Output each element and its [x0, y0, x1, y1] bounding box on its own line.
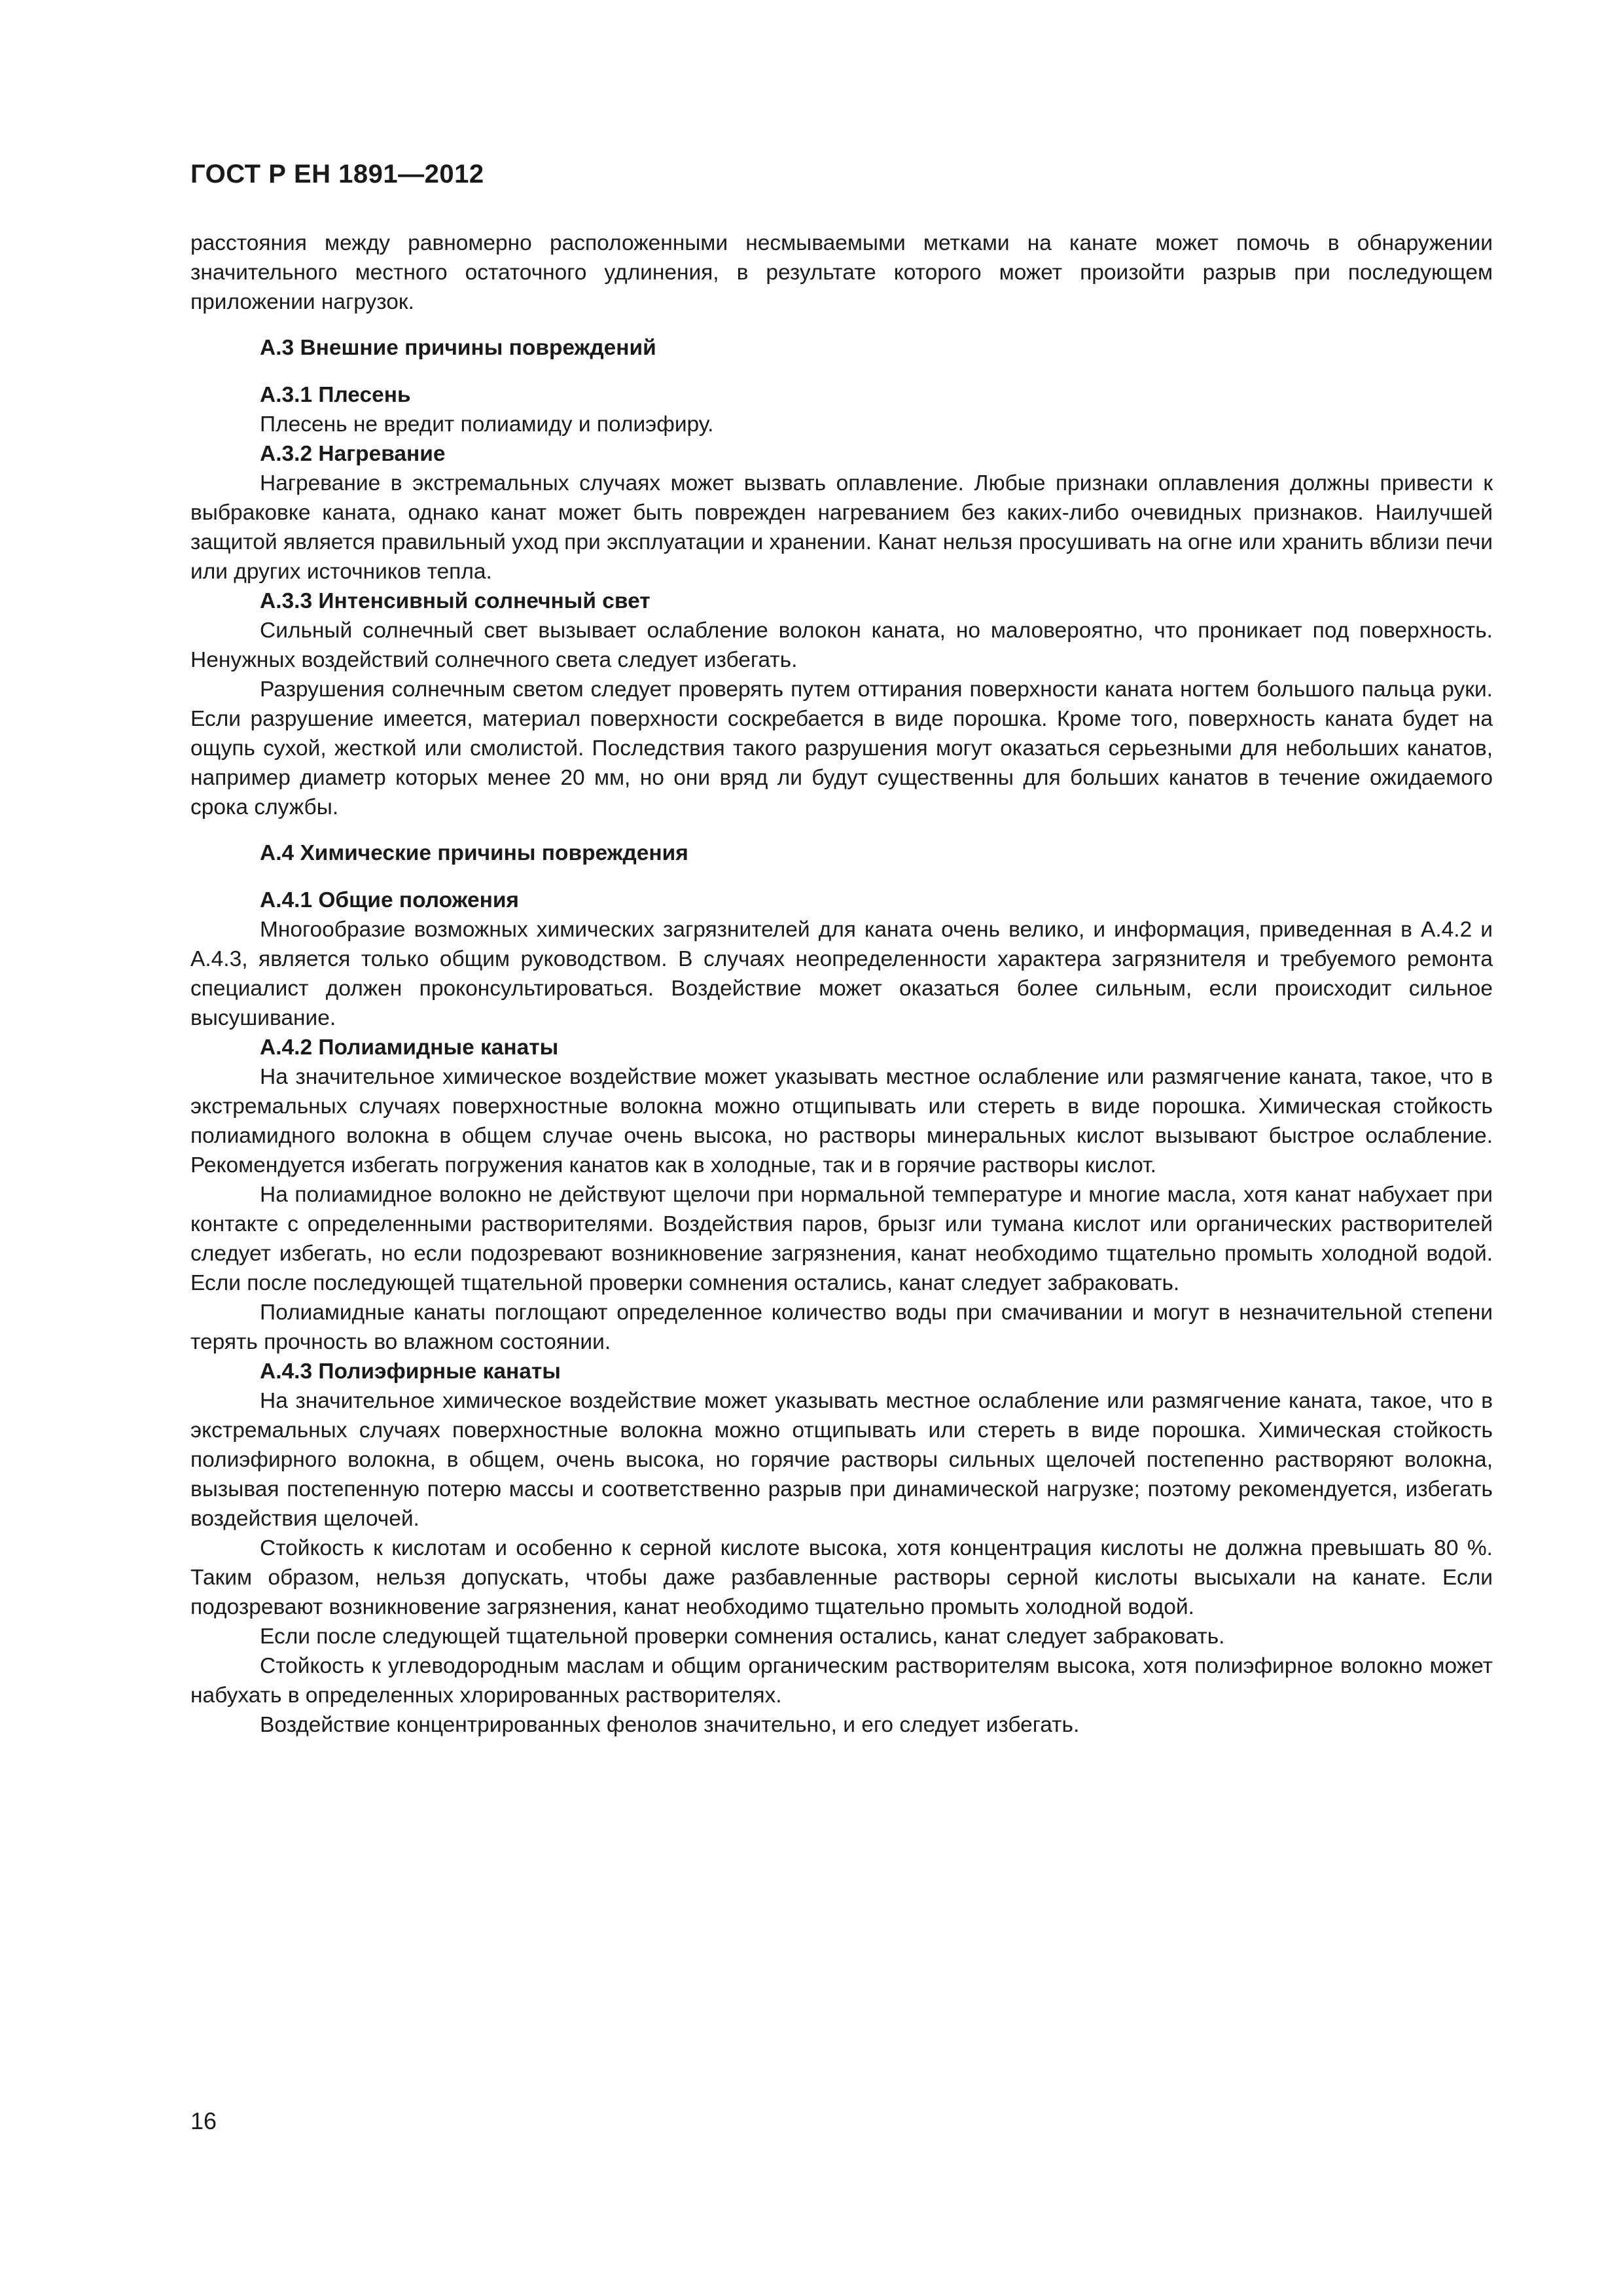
paragraph: Стойкость к кислотам и особенно к серной кислоте высока, хотя концентрация кислоты не должна превышать 80 %. Таким образом, нельзя допускать, чтобы даже разбавленные растворы серной кислоты высыхали на канате. Если подозревают возникновение загрязнения, канат необходимо тщательно промыть холодной водой. — [190, 1536, 1493, 1619]
section-heading-a4: А.4 Химические причины повреждения — [260, 841, 688, 865]
paragraph: На значительное химическое воздействие может указывать местное ослабление или размягчение каната, такое, что в экстремальных случаях поверхностные волокна можно отщипывать или стереть в виде порошка. Химическая стойкость полиэфирного волокна, в общем, очень высока, но горячие растворы сильных щелочей постепенно растворяют волокна, вызывая постепенную потерю массы и соответственно разрыв при динамической нагрузке; поэтому рекомендуется, избегать воздействия щелочей. — [190, 1389, 1493, 1531]
subsection-heading-a41: А.4.1 Общие положения — [260, 888, 519, 912]
paragraph: Плесень не вредит полиамиду и полиэфиру. — [260, 412, 714, 437]
document-body — [190, 228, 1493, 1740]
subsection-heading-a32: А.3.2 Нагревание — [260, 442, 446, 466]
paragraph: На полиамидное волокно не действуют щелочи при нормальной температуре и многие масла, хотя канат набухает при контакте с определенными растворителями. Воздействия паров, брызг или тумана кислот или органических растворителей следует избегать, но если подозревают возникновение загрязнения, канат необходимо тщательно промыть холодной водой. Если после последующей тщательной проверки сомнения остались, канат следует забраковать. — [190, 1183, 1493, 1295]
paragraph: Воздействие концентрированных фенолов значительно, и его следует избегать. — [260, 1713, 1080, 1737]
page-number: 16 — [190, 2108, 217, 2134]
paragraph: Полиамидные канаты поглощают определенное количество воды при смачивании и могут в незначительной степени терять прочность во влажном состоянии. — [190, 1300, 1493, 1354]
subsection-heading-a33: А.3.3 Интенсивный солнечный свет — [260, 589, 651, 613]
paragraph: Нагревание в экстремальных случаях может вызвать оплавление. Любые признаки оплавления должны привести к выбраковке каната, однако канат может быть поврежден нагреванием без каких-либо очевидных признаков. Наилучшей защитой является правильный уход при эксплуатации и хранении. Канат нельзя просушивать на огне или хранить вблизи печи или других источников тепла. — [190, 471, 1493, 584]
subsection-heading-a43: А.4.3 Полиэфирные канаты — [260, 1359, 561, 1384]
paragraph: расстояния между равномерно расположенными несмываемыми метками на канате может помочь в обнаружении значительного местного остаточного удлинения, в результате которого может произойти разрыв при последующем приложении нагрузок. — [190, 231, 1493, 314]
paragraph: Если после следующей тщательной проверки сомнения остались, канат следует забраковать. — [260, 1624, 1225, 1649]
subsection-heading-a31: А.3.1 Плесень — [260, 383, 411, 407]
paragraph: Разрушения солнечным светом следует проверять путем оттирания поверхности каната ногтем большого пальца руки. Если разрушение имеется, материал поверхности соскребается в виде порошка. Кроме того, поверхность каната будет на ощупь сухой, жесткой или смолистой. Последствия такого разрушения могут оказаться серьезными для небольших канатов, например диаметр которых менее 20 мм, но они вряд ли будут существенны для больших канатов в течение ожидаемого срока службы. — [190, 677, 1493, 819]
paragraph: На значительное химическое воздействие может указывать местное ослабление или размягчение каната, такое, что в экстремальных случаях поверхностные волокна можно отщипывать или стереть в виде порошка. Химическая стойкость полиамидного волокна в общем случае очень высока, но растворы минеральных кислот вызывают быстрое ослабление. Рекомендуется избегать погружения канатов как в холодные, так и в горячие растворы кислот. — [190, 1065, 1493, 1177]
subsection-heading-a42: А.4.2 Полиамидные канаты — [260, 1035, 559, 1060]
paragraph: Стойкость к углеводородным маслам и общим органическим растворителям высока, хотя полиэфирное волокно может набухать в определенных хлорированных растворителях. — [190, 1654, 1493, 1708]
paragraph: Сильный солнечный свет вызывает ослабление волокон каната, но маловероятно, что проникает под поверхность. Ненужных воздействий солнечного света следует избегать. — [190, 619, 1493, 672]
section-heading-a3: А.3 Внешние причины повреждений — [260, 336, 656, 360]
paragraph: Многообразие возможных химических загрязнителей для каната очень велико, и информация, приведенная в А.4.2 и А.4.3, является только общим руководством. В случаях неопределенности характера загрязнителя и требуемого ремонта специалист должен проконсультироваться. Воздействие может оказаться более сильным, если происходит сильное высушивание. — [190, 918, 1493, 1030]
document-header: ГОСТ Р ЕН 1891—2012 — [190, 160, 484, 188]
